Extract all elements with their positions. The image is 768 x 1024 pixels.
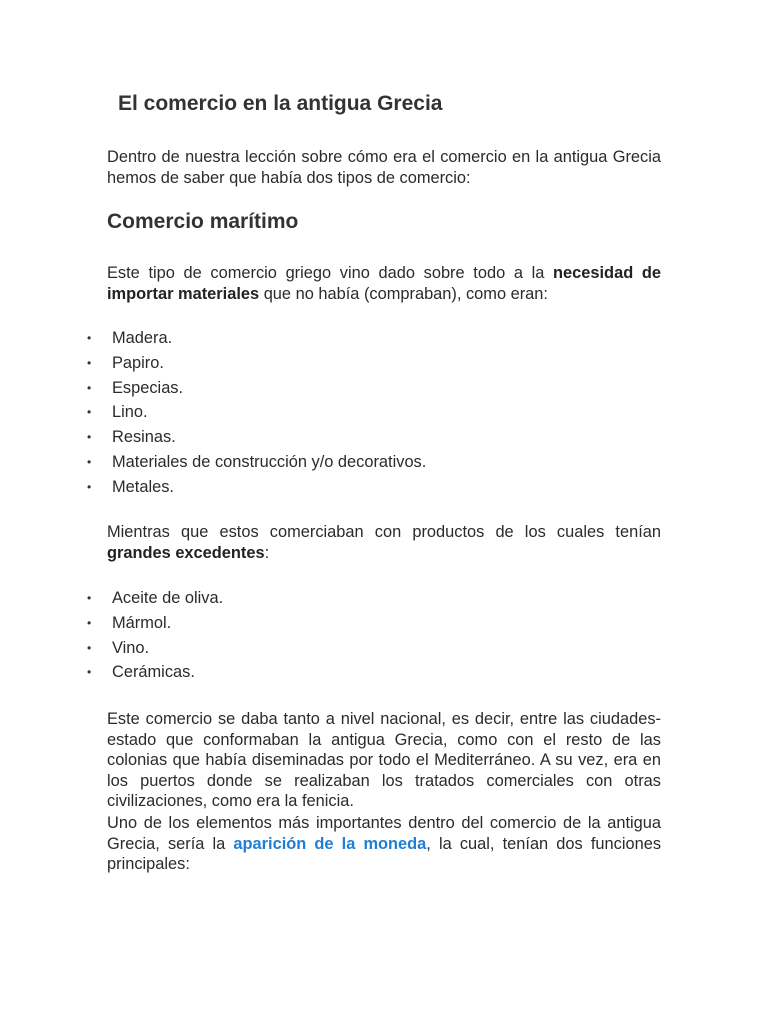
bullet-icon: • [87, 615, 92, 630]
bullet-icon: • [87, 454, 92, 469]
paragraph-text: Uno de los elementos más importantes dentro del comercio de la antigua Grecia, sería la [107, 814, 661, 853]
list-item-text: Materiales de construcción y/o decorativos. [112, 452, 427, 471]
intro-paragraph: Dentro de nuestra lección sobre cómo era el comercio en la antigua Grecia hemos de saber que había dos tipos de comercio: [107, 148, 661, 187]
list-item-text: Resinas. [112, 428, 176, 447]
exports-paragraph [107, 522, 661, 563]
bullet-icon: • [87, 479, 92, 494]
list-item-text: Papiro. [112, 353, 164, 372]
list-item-text: Especias. [112, 378, 184, 397]
bullet-icon: • [87, 405, 92, 420]
bullet-icon: • [87, 665, 92, 680]
list-item-text: Cerámicas. [112, 663, 195, 682]
bullet-icon: • [87, 331, 92, 345]
bullet-icon: • [87, 380, 92, 395]
imports-paragraph [107, 263, 661, 304]
trade-paragraph: Este comercio se daba tanto a nivel nacional, es decir, entre las ciudades-estado que conformaban la antigua Grecia, como con el resto de las colonias que había diseminadas por todo el Mediterráneo. A su vez, era en los puertos donde se realizaban los tratados comerciales con otras civilizaciones, como era la fenicia. [107, 710, 661, 810]
bullet-icon: • [87, 640, 92, 655]
list-item-text: Aceite de oliva. [112, 589, 224, 607]
paragraph-text: Este tipo de comercio griego vino dado sobre todo a la [107, 264, 554, 282]
currency-paragraph [107, 813, 661, 875]
paragraph-text: Mientras que estos comerciaban con productos de los cuales tenían [107, 523, 661, 541]
bullet-icon: • [87, 355, 92, 370]
list-item-text: Lino. [112, 403, 148, 422]
list-item-text: Madera. [112, 329, 173, 347]
currency-link[interactable]: aparición de la moneda [233, 834, 427, 853]
bullet-icon: • [87, 591, 92, 605]
bold-phrase: grandes excedentes [107, 543, 265, 562]
paragraph-text: : [264, 543, 270, 562]
paragraph-text: , la cual, tenían dos funciones principales: [107, 834, 662, 873]
paragraph-text: que no había (compraban), como eran: [259, 284, 548, 303]
list-item-text: Vino. [112, 638, 150, 657]
bullet-icon: • [87, 430, 92, 445]
bold-phrase: necesidad de importar materiales [107, 264, 661, 303]
list-item-text: Mármol. [112, 613, 172, 632]
page-title: El comercio en la antigua Grecia [118, 92, 443, 115]
list-item-text: Metales. [112, 477, 174, 496]
section-heading: Comercio marítimo [107, 210, 299, 233]
